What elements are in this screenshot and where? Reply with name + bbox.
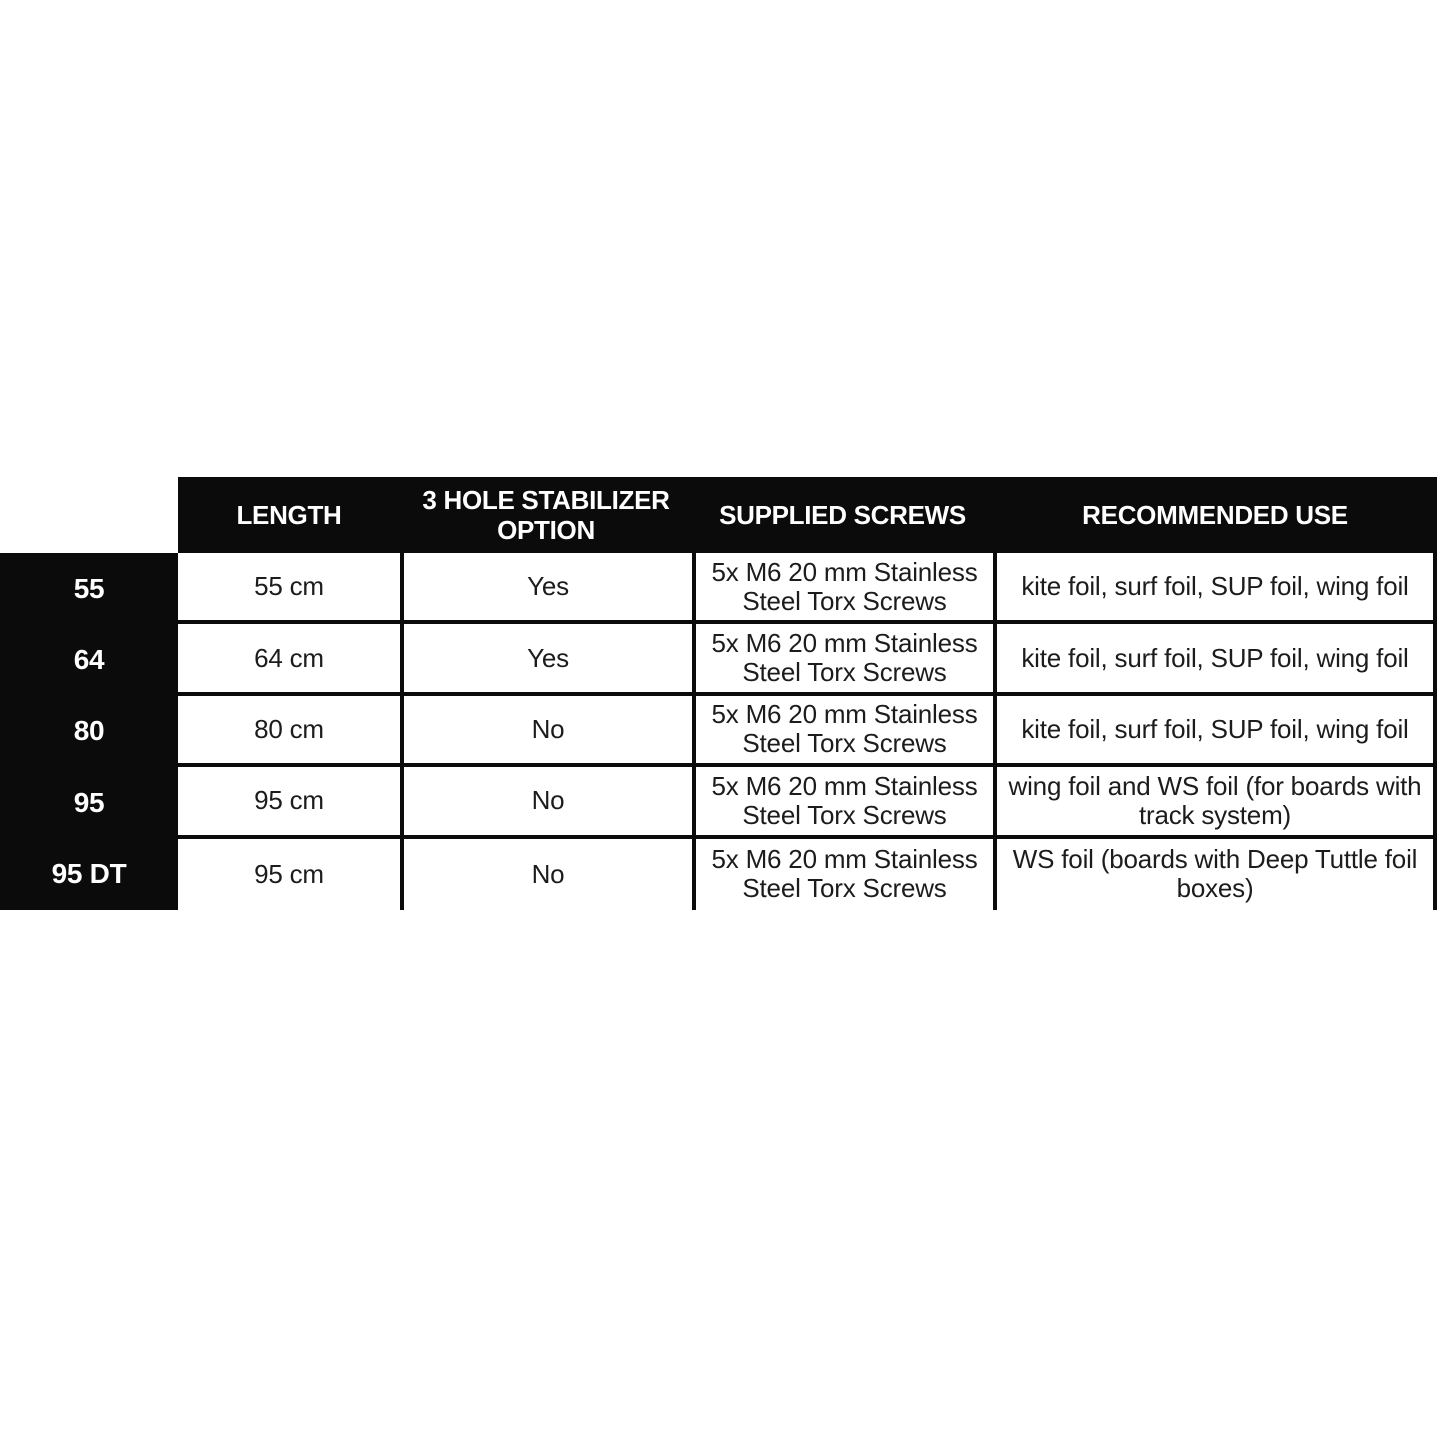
table-corner-spacer: [0, 477, 178, 553]
cell-use: kite foil, surf foil, SUP foil, wing foil: [993, 624, 1437, 695]
row-label-95: 95: [0, 767, 178, 838]
row-label-55: 55: [0, 553, 178, 624]
cell-screws: 5x M6 20 mm Stainless Steel Torx Screws: [692, 696, 993, 767]
spec-table: [0, 477, 1437, 910]
cell-length: 55 cm: [178, 553, 400, 624]
cell-use: wing foil and WS foil (for boards with track system): [993, 767, 1437, 838]
cell-length: 64 cm: [178, 624, 400, 695]
cell-screws: 5x M6 20 mm Stainless Steel Torx Screws: [692, 624, 993, 695]
cell-length: 95 cm: [178, 839, 400, 910]
row-label-80: 80: [0, 696, 178, 767]
cell-use: WS foil (boards with Deep Tuttle foil boxes): [993, 839, 1437, 910]
cell-stabilizer: No: [400, 839, 692, 910]
cell-stabilizer: No: [400, 767, 692, 838]
cell-stabilizer: Yes: [400, 624, 692, 695]
cell-screws: 5x M6 20 mm Stainless Steel Torx Screws: [692, 767, 993, 838]
column-header-stabilizer: 3 HOLE STABILIZER OPTION: [400, 477, 692, 553]
column-header-use: RECOMMENDED USE: [993, 477, 1437, 553]
cell-use: kite foil, surf foil, SUP foil, wing foil: [993, 553, 1437, 624]
row-label-64: 64: [0, 624, 178, 695]
cell-length: 80 cm: [178, 696, 400, 767]
row-label-95dt: 95 DT: [0, 839, 178, 910]
cell-stabilizer: Yes: [400, 553, 692, 624]
column-header-length: LENGTH: [178, 477, 400, 553]
cell-length: 95 cm: [178, 767, 400, 838]
cell-screws: 5x M6 20 mm Stainless Steel Torx Screws: [692, 553, 993, 624]
cell-stabilizer: No: [400, 696, 692, 767]
cell-screws: 5x M6 20 mm Stainless Steel Torx Screws: [692, 839, 993, 910]
cell-use: kite foil, surf foil, SUP foil, wing foil: [993, 696, 1437, 767]
column-header-screws: SUPPLIED SCREWS: [692, 477, 993, 553]
